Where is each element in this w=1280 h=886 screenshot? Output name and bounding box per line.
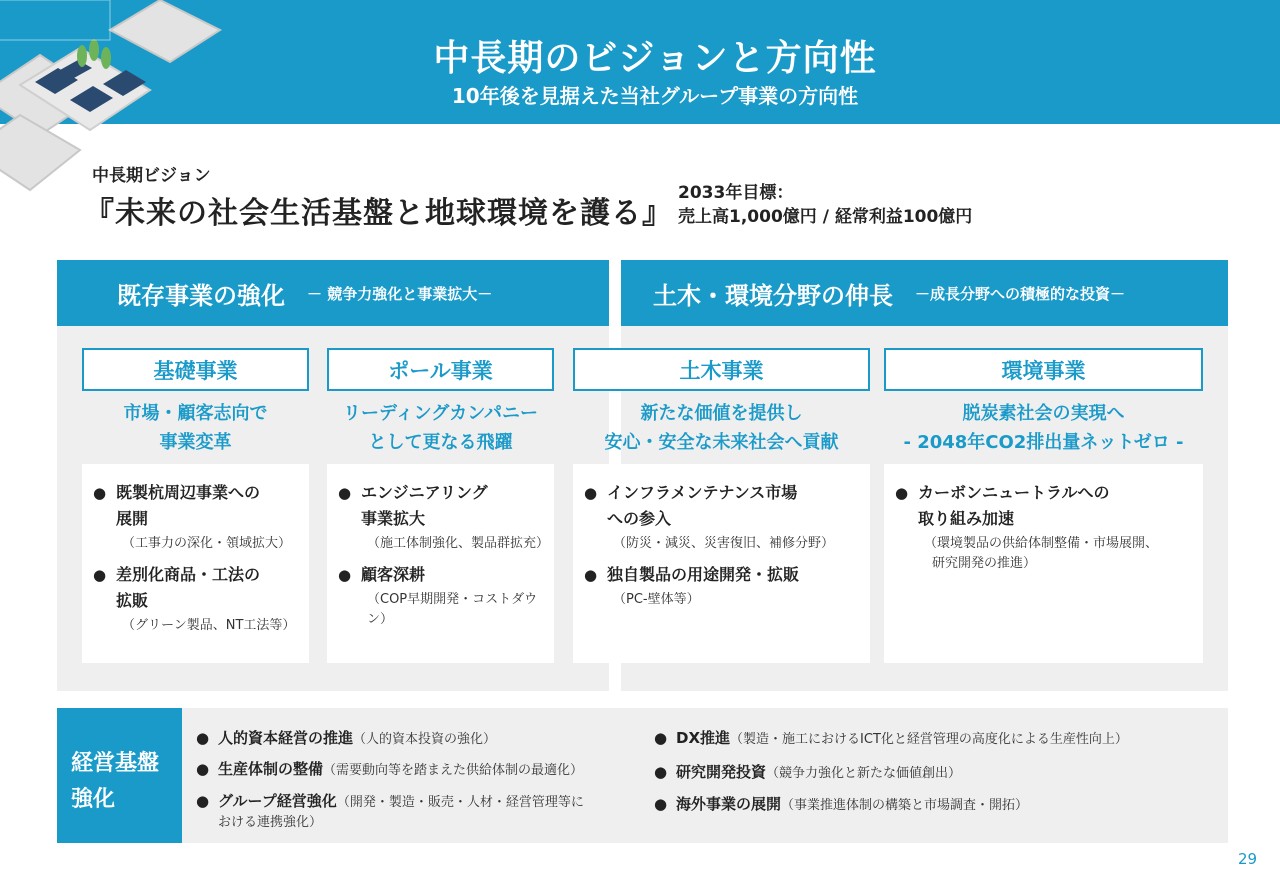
list-item: ● 海外事業の展開（事業推進体制の構築と市場調査・開拓）	[654, 795, 1029, 813]
business-card-foundation	[82, 464, 309, 663]
section-title: 既存事業の強化	[117, 281, 285, 310]
business-card-environment	[884, 464, 1203, 663]
business-tagline: 市場・顧客志向で 事業変革	[123, 403, 268, 453]
bullet-icon: ●	[654, 729, 668, 747]
page-title: 中長期のビジョンと方向性	[433, 38, 877, 79]
list-item: ● 生産体制の整備（需要動向等を踏まえた供給体制の最適化）	[196, 760, 584, 778]
bullet-icon: ●	[895, 484, 909, 502]
bullet-icon: ●	[654, 763, 668, 781]
bullet-icon: ●	[584, 484, 598, 502]
foundation-panel	[182, 708, 1228, 843]
vision-label: 中長期ビジョン	[92, 166, 211, 186]
section-header-existing	[57, 260, 609, 326]
list-item: ● 顧客深耕 （COP早期開発・コストダウン）	[361, 562, 554, 630]
bullet-icon: ●	[584, 566, 598, 584]
bullet-icon: ●	[654, 795, 668, 813]
bullet-icon: ●	[93, 484, 107, 502]
business-card-pole	[327, 464, 554, 663]
list-item: ● DX推進（製造・施工におけるICT化と経営管理の高度化による生産性向上）	[654, 729, 1128, 747]
bullet-icon: ●	[338, 566, 352, 584]
business-tagline: リーディングカンパニー として更なる飛躍	[343, 403, 538, 453]
business-name-environment: 環境事業	[884, 348, 1203, 391]
foundation-label: 経営基盤 強化	[57, 708, 182, 843]
list-item: ● 人的資本経営の推進（人的資本投資の強化）	[196, 729, 497, 747]
page-subtitle: 10年後を見据えた当社グループ事業の方向性	[451, 84, 859, 108]
bullet-icon: ●	[93, 566, 107, 584]
list-item: ● 既製杭周辺事業への 展開 （工事力の深化・領域拡大）	[116, 480, 291, 554]
target-label: 2033年目標：	[678, 183, 794, 203]
section-header-growth	[621, 260, 1228, 326]
list-item: ● 差別化商品・工法の 拡販 （グリーン製品、NT工法等）	[116, 562, 295, 636]
list-item: ● 研究開発投資（競争力強化と新たな価値創出）	[654, 763, 962, 781]
section-subtitle: － 競争力強化と事業拡大－	[307, 284, 493, 303]
business-tagline: 脱炭素社会の実現へ - 2048年CO2排出量ネットゼロ -	[903, 403, 1184, 453]
bullet-icon: ●	[196, 792, 210, 810]
list-item: ● エンジニアリング 事業拡大 （施工体制強化、製品群拡充）	[361, 480, 549, 554]
bullet-icon: ●	[196, 729, 210, 747]
business-name-foundation: 基礎事業	[82, 348, 309, 391]
section-title: 土木・環境分野の伸長	[653, 281, 893, 310]
vision-statement: 『未来の社会生活基盤と地球環境を護る』	[84, 196, 673, 231]
bullet-icon: ●	[196, 760, 210, 778]
list-item: ● グループ経営強化（開発・製造・販売・人材・経営管理等に おける連携強化）	[196, 792, 584, 830]
business-name-pole: ポール事業	[327, 348, 554, 391]
business-tagline: 新たな価値を提供し 安心・安全な未来社会へ貢献	[604, 403, 839, 453]
list-item: ● インフラメンテナンス市場 への参入 （防災・減災、災害復旧、補修分野）	[607, 480, 834, 554]
section-subtitle: －成長分野への積極的な投資－	[915, 284, 1126, 303]
target-value: 売上高1,000億円 / 経常利益100億円	[678, 207, 973, 227]
business-name-civil: 土木事業	[573, 348, 870, 391]
bullet-icon: ●	[338, 484, 352, 502]
business-card-civil	[573, 464, 870, 663]
header-banner	[0, 0, 1280, 124]
list-item: ● 独自製品の用途開発・拡販 （PC-壁体等）	[607, 562, 799, 610]
list-item: ● カーボンニュートラルへの 取り組み加速 （環境製品の供給体制整備・市場展開、 研究開発の推進）	[918, 480, 1158, 574]
page-number: 29	[1238, 850, 1258, 868]
